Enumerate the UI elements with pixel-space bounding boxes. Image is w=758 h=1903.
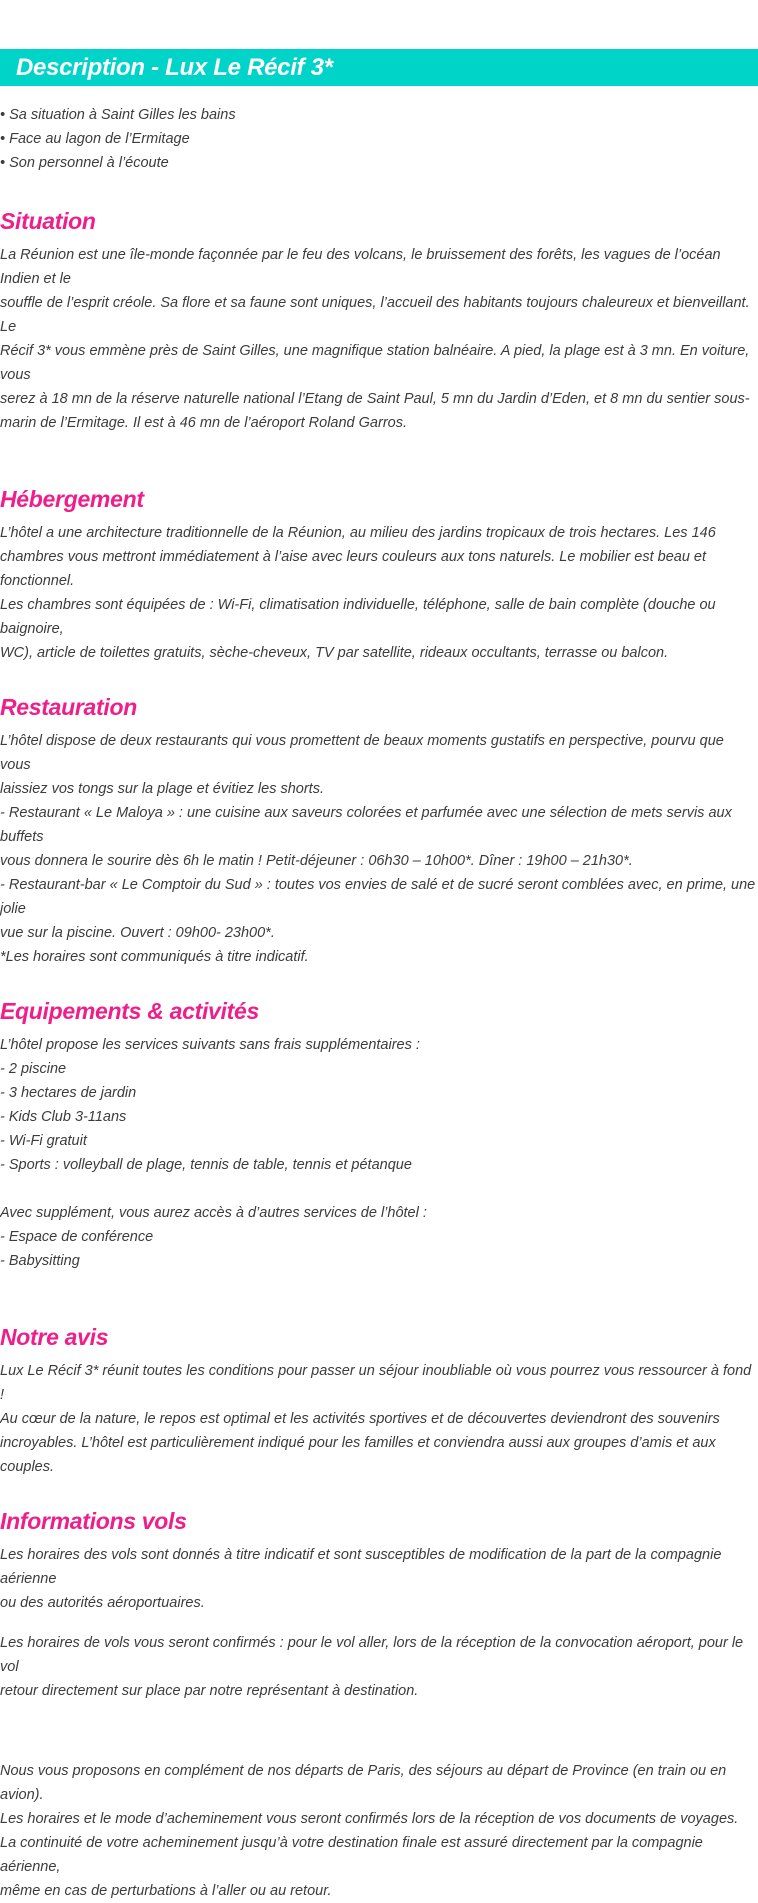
avis-line: Lux Le Récif 3* réunit toutes les conditions pour passer un séjour inoubliable où vous pourrez vous ressourcer à fond ! [0, 1363, 752, 1403]
supplement-line: - Espace de conférence [0, 1229, 154, 1245]
highlights-list [0, 103, 758, 175]
restauration-line: vue sur la piscine. Ouvert : 09h00- 23h00*. [0, 925, 275, 941]
supplement-line: - Babysitting [0, 1253, 80, 1269]
avis-line: incroyables. L’hôtel est particulièrement indiqué pour les familles et conviendra aussi aux groupes d’amis et aux couples. [0, 1435, 716, 1475]
restauration-line: *Les horaires sont communiqués à titre indicatif. [0, 949, 309, 965]
highlight-item: • Sa situation à Saint Gilles les bains [0, 107, 236, 123]
situation-heading: Situation [0, 208, 96, 234]
situation-line: marin de l’Ermitage. Il est à 46 mn de l’aéroport Roland Garros. [0, 415, 407, 431]
page-title: Description - Lux Le Récif 3* [16, 54, 333, 81]
equipement-line: - Sports : volleyball de plage, tennis de table, tennis et pétanque [0, 1157, 412, 1173]
vols-line: Les horaires des vols sont donnés à titre indicatif et sont susceptibles de modification de la part de la compagnie aérienne [0, 1547, 722, 1587]
equipements-heading: Equipements & activités [0, 998, 259, 1024]
vols-line: retour directement sur place par notre représentant à destination. [0, 1683, 419, 1699]
description-content [0, 103, 758, 1903]
avis-line: Au cœur de la nature, le repos est optimal et les activités sportives et de découvertes deviendront des souvenirs [0, 1411, 720, 1427]
hebergement-section [0, 483, 758, 665]
hebergement-line: WC), article de toilettes gratuits, sèche-cheveux, TV par satellite, rideaux occultants, terrasse ou balcon. [0, 645, 669, 661]
situation-line: Récif 3* vous emmène près de Saint Gilles, une magnifique station balnéaire. A pied, la plage est à 3 mn. En voiture, vous [0, 343, 750, 383]
avis-heading: Notre avis [0, 1324, 109, 1350]
equipement-line: - 2 piscine [0, 1061, 67, 1077]
vols-line: Nous vous proposons en complément de nos départs de Paris, des séjours au départ de Province (en train ou en avion). [0, 1763, 727, 1803]
equipements-section [0, 995, 758, 1273]
vols-heading: Informations vols [0, 1508, 187, 1534]
vols-line: même en cas de perturbations à l’aller ou au retour. [0, 1883, 332, 1899]
restauration-line: L’hôtel dispose de deux restaurants qui vous promettent de beaux moments gustatifs en perspective, pourvu que vous [0, 733, 724, 773]
vols-line: ou des autorités aéroportuaires. [0, 1595, 205, 1611]
restauration-line: vous donnera le sourire dès 6h le matin ! Petit-déjeuner : 06h30 – 10h00*. Dîner : 19h00 – 21h30*. [0, 853, 633, 869]
equipement-line: - Wi-Fi gratuit [0, 1133, 87, 1149]
restauration-heading: Restauration [0, 694, 137, 720]
supplement-line: Avec supplément, vous aurez accès à d’autres services de l’hôtel : [0, 1205, 427, 1221]
restauration-section [0, 691, 758, 969]
situation-line: La Réunion est une île-monde façonnée par le feu des volcans, le bruissement des forêts, les vagues de l’océan Indien et le [0, 247, 721, 287]
equipement-line: - 3 hectares de jardin [0, 1085, 137, 1101]
description-banner [0, 49, 758, 86]
hebergement-line: Les chambres sont équipées de : Wi-Fi, climatisation individuelle, téléphone, salle de bain complète (douche ou baignoire, [0, 597, 716, 637]
hebergement-line: fonctionnel. [0, 573, 75, 589]
restauration-line: laissiez vos tongs sur la plage et évitiez les shorts. [0, 781, 324, 797]
restauration-line: - Restaurant-bar « Le Comptoir du Sud » : toutes vos envies de salé et de sucré seront comblées avec, en prime, une jolie [0, 877, 756, 917]
hebergement-heading: Hébergement [0, 486, 144, 512]
equipement-line: L’hôtel propose les services suivants sans frais supplémentaires : [0, 1037, 420, 1053]
vols-line: La continuité de votre acheminement jusqu’à votre destination finale est assuré directement par la compagnie aérienne, [0, 1835, 703, 1875]
hebergement-line: L’hôtel a une architecture traditionnelle de la Réunion, au milieu des jardins tropicaux de trois hectares. Les 146 [0, 525, 716, 541]
situation-line: serez à 18 mn de la réserve naturelle national l’Etang de Saint Paul, 5 mn du Jardin d’Eden, et 8 mn du sentier sous- [0, 391, 750, 407]
vols-section [0, 1505, 758, 1903]
situation-section [0, 205, 758, 435]
situation-line: souffle de l’esprit créole. Sa flore et sa faune sont uniques, l’accueil des habitants toujours chaleureux et bienveillant. Le [0, 295, 750, 335]
hebergement-line: chambres vous mettront immédiatement à l’aise avec leurs couleurs aux tons naturels. Le mobilier est beau et [0, 549, 707, 565]
highlight-item: • Son personnel à l’écoute [0, 155, 169, 171]
restauration-line: - Restaurant « Le Maloya » : une cuisine aux saveurs colorées et parfumée avec une sélection de mets servis aux buffets [0, 805, 732, 845]
avis-section [0, 1321, 758, 1479]
equipement-line: - Kids Club 3-11ans [0, 1109, 127, 1125]
highlight-item: • Face au lagon de l’Ermitage [0, 131, 190, 147]
vols-line: Les horaires et le mode d’acheminement vous seront confirmés lors de la réception de vos documents de voyages. [0, 1811, 739, 1827]
vols-line: Les horaires de vols vous seront confirmés : pour le vol aller, lors de la réception de la convocation aéroport, pour le vol [0, 1635, 744, 1675]
